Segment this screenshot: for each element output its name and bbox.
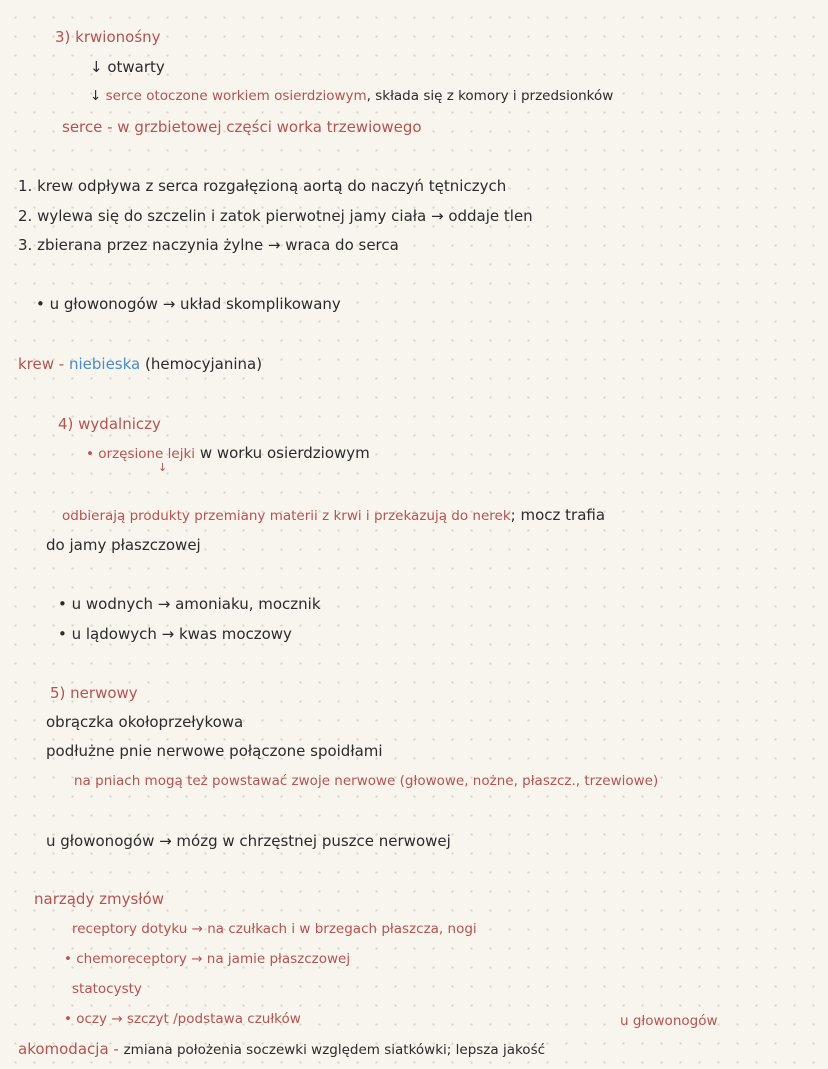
senses-cephalopod-note: u głowonogów (620, 1013, 718, 1029)
blood-blue-word: niebieska (68, 355, 141, 373)
blood-hemocyanin: (hemocyjanina) (145, 355, 263, 373)
section-5-title: 5) nerwowy (50, 684, 138, 702)
s3-heart-red-text: serce otoczone workiem osierdziowym (105, 88, 367, 104)
down-arrow-icon: ↓ (158, 461, 168, 474)
senses-chemo (64, 949, 350, 969)
s4-paragraph-line-2: do jamy płaszczowej (46, 536, 201, 554)
s5-cephalopods: u głowonogów → mózg w chrzęstnej puszce nerwowej (46, 832, 451, 850)
s4-water-animals (58, 594, 321, 614)
down-arrow-icon: ↓ (90, 88, 102, 104)
s4-paragraph-black: ; mocz trafia (510, 506, 606, 524)
s5-nerve-cords: podłużne pnie nerwowe połączone spoidłami (46, 742, 383, 760)
s3-bullet-open: ↓ otwarty (90, 58, 165, 76)
s3-heart-black-text: , składa się z komory i przedsionków (366, 88, 614, 104)
senses-eyes-label: • oczy (64, 1011, 108, 1027)
s4-funnels-black: w worku osierdziowym (199, 444, 370, 462)
accommodation-label: akomodacja - (18, 1040, 119, 1058)
s4-land-result: → kwas moczowy (161, 625, 292, 643)
s4-water-result: → amoniaku, mocznik (157, 595, 321, 613)
s4-land-animals (58, 624, 292, 644)
s3-list-item-2: 2. wylewa się do szczelin i zatok pierwotnej jamy ciała → oddaje tlen (18, 207, 533, 225)
s4-bullet-funnels (86, 443, 370, 464)
senses-touch: receptory dotyku → na czułkach i w brzegach płaszcza, nogi (72, 921, 477, 937)
s5-ganglia: na pniach mogą też powstawać zwoje nerwowe (głowowe, nożne, płaszcz., trzewiowe) (74, 773, 659, 789)
senses-title: narządy zmysłów (34, 890, 164, 908)
blood-color-line (18, 354, 262, 374)
accommodation-line (18, 1039, 545, 1060)
s5-ring: obrączka okołoprzełykowa (46, 713, 244, 731)
accommodation-text: zmiana położenia soczewki względem siatkówki; lepsza jakość (123, 1042, 546, 1058)
senses-statocysts: statocysty (72, 981, 142, 997)
blood-label: krew - (18, 355, 65, 373)
s3-list-item-1: 1. krew odpływa z serca rozgałęzioną aortą do naczyń tętniczych (18, 177, 507, 195)
section-4-title: 4) wydalniczy (58, 415, 161, 433)
s4-land-label: • u lądowych (58, 625, 157, 643)
senses-chemo-location: → na jamie płaszczowej (191, 951, 351, 967)
s4-funnels-red: • orzęsione lejki (86, 446, 196, 462)
s3-heart-location: serce - w grzbietowej części worka trzewiowego (62, 118, 422, 136)
s4-water-label: • u wodnych (58, 595, 153, 613)
s4-paragraph-red: odbierają produkty przemiany materii z krwi i przekazują do nerek (62, 508, 511, 524)
senses-chemo-label: • chemoreceptory (64, 951, 187, 967)
s3-bullet-heart (90, 86, 613, 106)
section-3-title: 3) krwionośny (55, 28, 161, 46)
senses-eyes-location: → szczyt /podstawa czułków (111, 1011, 301, 1027)
senses-eyes (64, 1009, 301, 1029)
s4-paragraph-line-1 (62, 505, 605, 526)
s3-list-item-3: 3. zbierana przez naczynia żylne → wraca do serca (18, 236, 399, 254)
s3-cephalopods: • u głowonogów → układ skomplikowany (36, 295, 341, 313)
